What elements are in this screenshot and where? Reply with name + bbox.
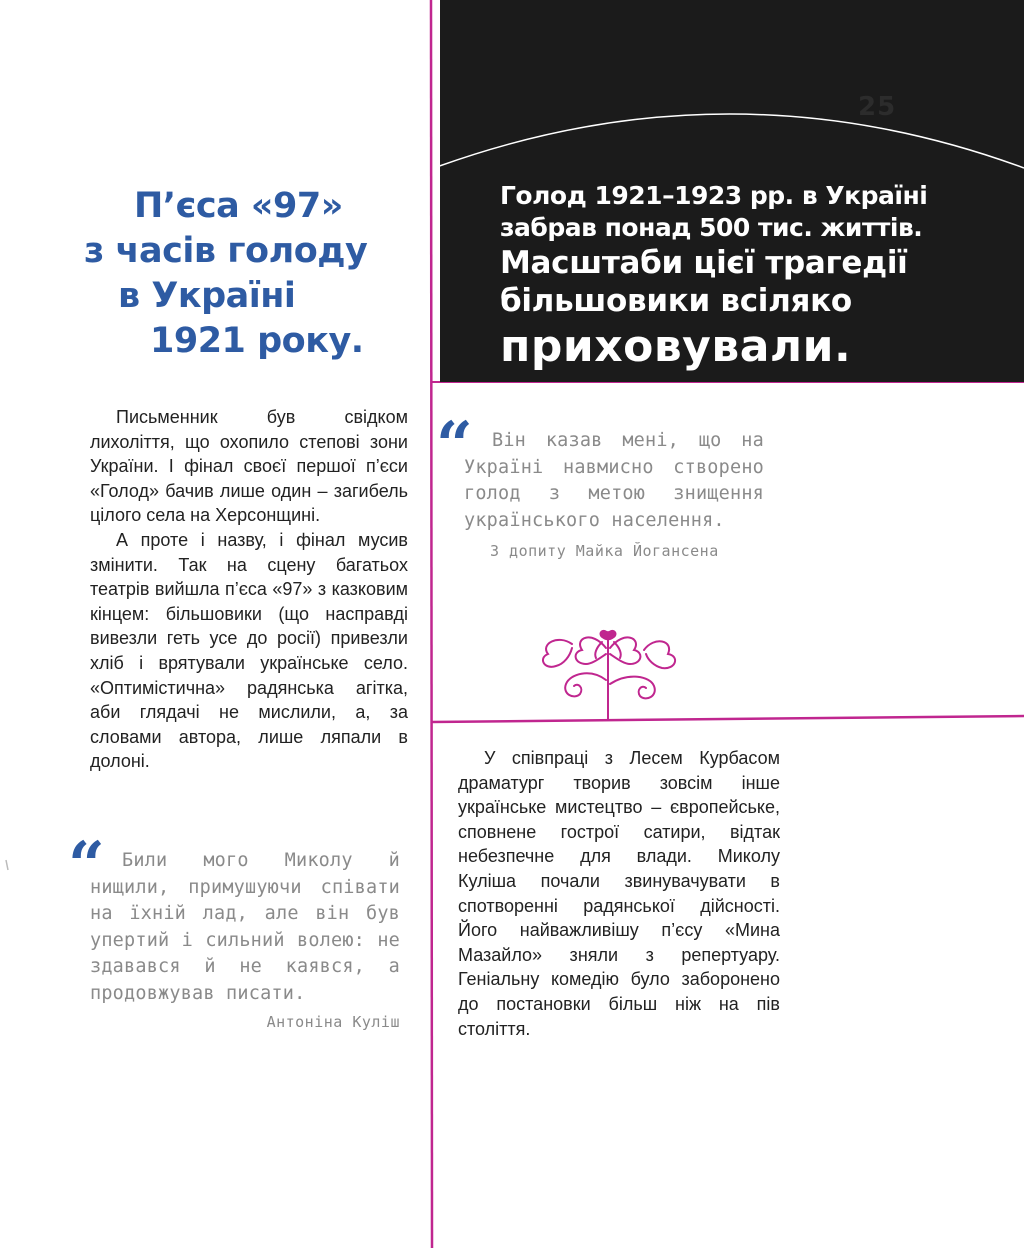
quote-right-author: З допиту Майка Йогансена [490, 542, 719, 560]
headline-line-3: Масштаби цієї трагедії [500, 245, 908, 281]
page-number: 25 [858, 92, 897, 122]
left-article-text [90, 405, 408, 774]
quote-mark-icon: “ [436, 408, 473, 483]
quote-right-text: Він казав мені, що на Україні навмисно створено голод з метою знищення українського населення. [464, 430, 764, 531]
quote-left [68, 828, 400, 1031]
quote-left-text: Били мого Миколу й нищили, примушуючи співати на їхній лад, але він був упертий і сильний волею: не здавався й не каявся, а продовжував писати. [90, 850, 400, 1004]
quote-right [436, 408, 764, 560]
title-line-3: в Україні [118, 276, 296, 316]
page-title [84, 184, 424, 364]
quote-left-author: Антоніна Куліш [266, 1013, 400, 1031]
left-paragraph-2: А проте і назву, і фінал мусив змінити. Так на сцену багатьох театрів вийшла п’єса «97» з казковим кінцем: більшовики (що насправді вивезли геть усе до росії) привезли хліб і врятували українське село. «Оптимістична» радянська агітка, аби глядачі не мислили, а, за словами автора, лише ляпали в долоні. [90, 529, 408, 772]
vertical-divider [431, 0, 432, 1248]
headline [500, 180, 1020, 374]
headline-line-1: Голод 1921–1923 рр. в Україні [500, 181, 928, 210]
title-line-2: з часів голоду [84, 231, 368, 271]
left-paragraph-1: Письменник був свідком лихоліття, що охопило степові зони України. І фінал своєї першої п’єси «Голод» бачив лише один – загибель цілого села на Херсонщині. [90, 407, 408, 526]
right-paragraph-1: У співпраці з Лесем Курбасом драматург творив зовсім інше українське мистецтво – європейське, сповнене гострої сатири, відтак небезпечне для влади. Миколу Куліша почали звинувачувати в спотворенні радянської дійсності. Його найважливішу п’єсу «Мина Мазайло» зняли з репертуару. Геніальну комедію було заборонено до постановки більш ніж на пів століття. [458, 748, 780, 1039]
headline-block [440, 0, 1024, 382]
right-article-text [458, 746, 780, 1041]
headline-line-5: приховували. [500, 321, 852, 372]
quote-mark-icon: “ [68, 828, 105, 903]
title-line-4: 1921 року. [150, 321, 364, 361]
headline-line-4: більшовики всіляко [500, 283, 852, 319]
edge-mark [6, 860, 8, 870]
flower-ornament-icon [536, 624, 686, 724]
title-line-1: П’єса «97» [134, 186, 343, 226]
headline-line-2: забрав понад 500 тис. життів. [500, 213, 923, 242]
middle-horizontal-divider [431, 716, 1024, 722]
